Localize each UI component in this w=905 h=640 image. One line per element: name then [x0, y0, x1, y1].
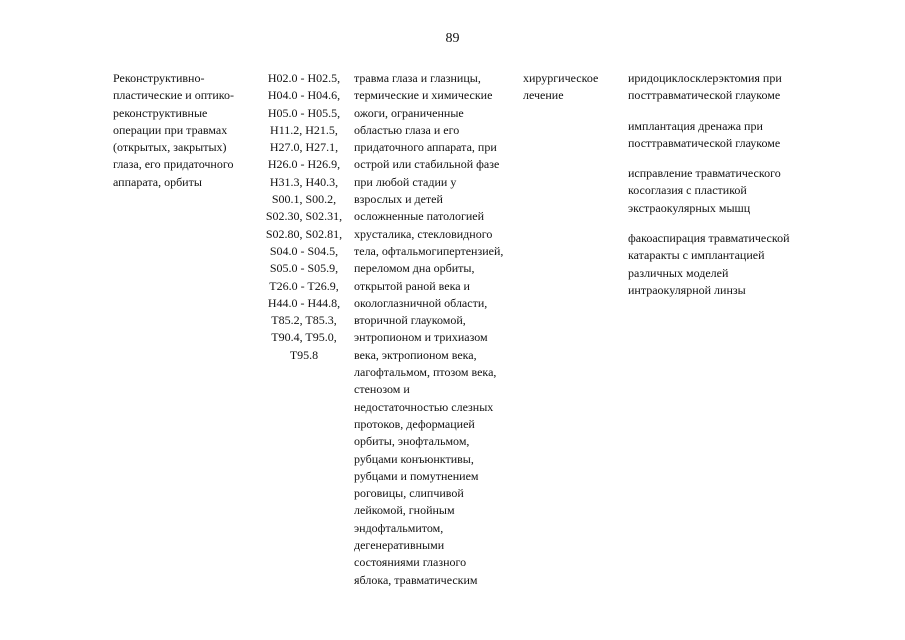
treatment-method-line: посттравматической глаукоме	[628, 88, 781, 103]
icd-code-line: S02.30, S02.31,	[265, 209, 343, 224]
diagnosis-line: хрусталика, стекловидного	[354, 226, 493, 241]
treatment-method-line: имплантация дренажа при	[628, 118, 763, 133]
treatment-method-line: различных моделей	[628, 265, 729, 280]
operation-type-line: реконструктивные	[113, 105, 208, 120]
diagnosis-line: дегенеративными	[354, 538, 445, 553]
icd-code-line: S00.1, S00.2,	[271, 192, 337, 207]
operation-type-line: Реконструктивно-	[113, 71, 205, 85]
diagnosis-line: при любой стадии у	[354, 174, 457, 189]
icd-code-line: H44.0 - H44.8,	[267, 295, 341, 310]
diagnosis-line: роговицы, слипчивой	[354, 486, 464, 501]
treatment-method-line: экстраокулярных мышц	[628, 200, 751, 215]
diagnosis-line: эндофтальмитом,	[354, 520, 444, 535]
icd-code-line: T85.2, T85.3,	[271, 313, 337, 328]
icd-code-line: H04.0 - H04.6,	[267, 88, 341, 103]
icd-codes-cell	[258, 70, 350, 364]
icd-code-line: H02.0 - H02.5,	[267, 71, 341, 85]
treatment-method-line: факоаспирация травматической	[628, 231, 790, 246]
diagnosis-line: недостаточностью слезных	[354, 399, 494, 414]
diagnosis-line: лейкомой, гнойным	[354, 503, 455, 518]
treatment-method-line: иридоциклосклерэктомия при	[628, 71, 782, 85]
icd-code-line: H31.3, H40.3,	[269, 174, 339, 189]
diagnosis-line: лагофтальмом, птозом века,	[354, 365, 497, 380]
diagnosis-line: открытой раной века и	[354, 278, 470, 293]
icd-code-line: H11.2, H21.5,	[270, 122, 338, 137]
operation-type-line: аппарата, орбиты	[113, 174, 202, 189]
diagnosis-line: яблока, травматическим	[354, 572, 478, 587]
treatment-method-line: косоглазия с пластикой	[628, 183, 747, 198]
treatment-type-cell	[523, 70, 623, 105]
diagnosis-line: областью глаза и его	[354, 122, 460, 137]
diagnosis-line: термические и химические	[354, 88, 493, 103]
diagnosis-line: переломом дна орбиты,	[354, 261, 475, 276]
operation-type-cell	[113, 70, 253, 191]
treatment-method	[628, 165, 808, 217]
treatment-method-line: интраокулярной линзы	[628, 282, 746, 297]
icd-code-line: S02.80, S02.81,	[265, 226, 343, 241]
icd-code-line: S04.0 - S04.5,	[269, 243, 339, 258]
diagnosis-line: тела, офтальмогипертензией,	[354, 243, 504, 258]
diagnosis-line: энтропионом и трихиазом	[354, 330, 488, 345]
diagnosis-line: рубцами и помутнением	[354, 468, 479, 483]
diagnosis-line: протоков, деформацией	[354, 416, 475, 431]
treatment-method	[628, 230, 808, 299]
diagnosis-line: века, эктропионом века,	[354, 347, 477, 362]
icd-code-line: S05.0 - S05.9,	[269, 261, 339, 276]
diagnosis-line: взрослых и детей	[354, 192, 443, 207]
operation-type-line: пластические и оптико-	[113, 88, 235, 103]
operation-type-line: операции при травмах	[113, 122, 228, 137]
diagnosis-line: ожоги, ограниченные	[354, 105, 464, 120]
treatment-method	[628, 118, 808, 153]
icd-code-line: H05.0 - H05.5,	[267, 105, 341, 120]
diagnosis-line: окологлазничной области,	[354, 295, 488, 310]
diagnosis-line: орбиты, энофтальмом,	[354, 434, 470, 449]
treatment-method-line: исправление травматического	[628, 166, 781, 181]
diagnosis-line: стенозом и	[354, 382, 410, 397]
diagnosis-cell	[354, 70, 519, 589]
diagnosis-line: состояниями глазного	[354, 555, 467, 570]
icd-code-line: T95.8	[289, 347, 319, 362]
diagnosis-line: рубцами конъюнктивы,	[354, 451, 474, 466]
icd-code-line: H27.0, H27.1,	[269, 140, 339, 155]
treatment-method-line: посттравматической глаукоме	[628, 135, 781, 150]
operation-type-line: (открытых, закрытых)	[113, 140, 227, 155]
diagnosis-line: травма глаза и глазницы,	[354, 71, 481, 85]
treatment-type-line: хирургическое	[523, 71, 599, 85]
treatment-type-line: лечение	[523, 88, 564, 103]
treatment-method	[628, 70, 808, 105]
diagnosis-line: вторичной глаукомой,	[354, 313, 466, 328]
diagnosis-line: острой или стабильной фазе	[354, 157, 500, 172]
page-number: 89	[445, 31, 460, 46]
icd-code-line: H26.0 - H26.9,	[267, 157, 341, 172]
treatment-method-line: катаракты с имплантацией	[628, 248, 765, 263]
operation-type-line: глаза, его придаточного	[113, 157, 234, 172]
icd-code-line: T26.0 - T26.9,	[269, 278, 339, 293]
treatment-methods-cell	[628, 70, 808, 312]
icd-code-line: T90.4, T95.0,	[271, 330, 337, 345]
diagnosis-line: придаточного аппарата, при	[354, 140, 497, 155]
diagnosis-line: осложненные патологией	[354, 209, 485, 224]
